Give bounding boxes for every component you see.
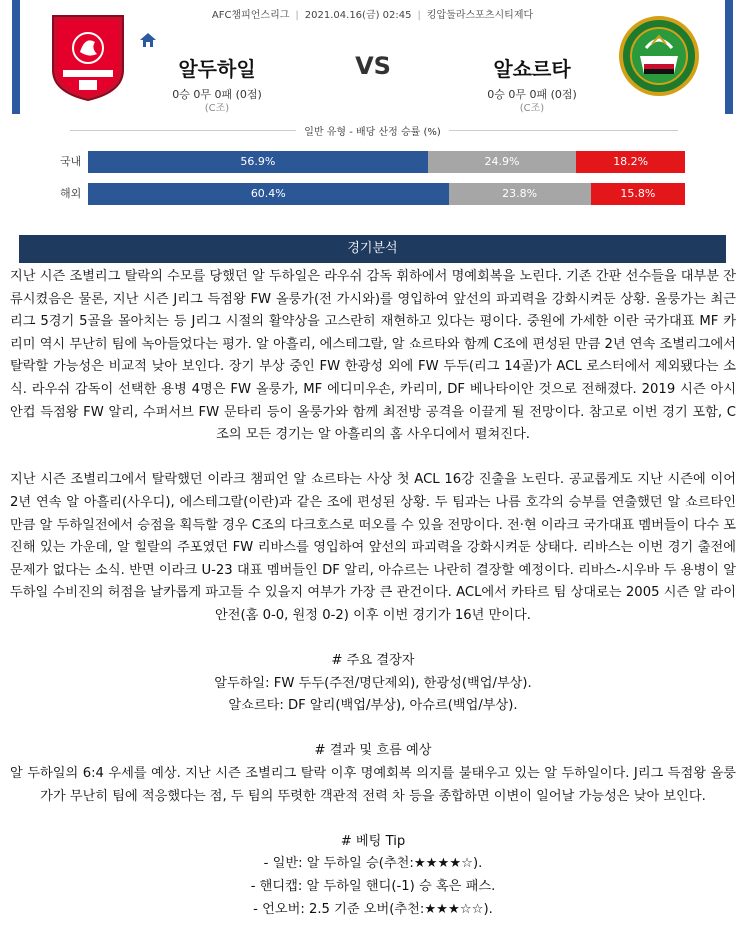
odds-lose-bar: 15.8% [591,183,685,205]
tip-handicap: - 핸디캡: 알 두하일 핸디(-1) 승 혹은 패스. [250,879,496,895]
tip-normal: - 일반: 알 두하일 승(추천:★★★★☆). [263,856,483,872]
home-team-record: 0승 0무 0패 (0점) [172,88,262,101]
venue-label: 킹압둘라스포츠시티제다 [426,10,534,21]
odds-draw-bar: 24.9% [428,151,577,173]
home-team-name[interactable]: 알두하일 [178,57,256,81]
betting-tip-block [10,831,736,921]
tip-title: # 베팅 Tip [340,833,406,849]
away-team-group: (C조) [519,103,545,114]
match-info-header: AFC챔피언스리그 | 2021.04.16(금) 02:45 | 킹압둘라스포츠시티제다 [211,10,534,21]
away-team-logo [618,12,700,102]
home-team-group: (C조) [204,103,230,114]
away-team-analysis: 지난 시즌 조별리그에서 탈락했던 이라크 챔피언 알 쇼르타는 사상 첫 ACL 16강 진출을 노린다. 공교롭게도 지난 시즌에 이어 2년 연속 알 아흘리(사우디), 에스테그랄(이란)과 같은 조에 편성된 상황. 두 팀과는 나름 호각의 승부를 연출했던 알 쇼르타인 만큼 알 두하일전에서 승점을 획득할 경우 C조의 다크호스로 떠오를 수 있을 전망이다. 전·현 이라크 국가대표 멤버들이 다수 포진해 있는 가운데, 알 힐랄의 주포였던 FW 리바스를 영입하여 앞선의 파괴력을 강화시켜둔 상태다. 리바스는 이번 경기 출전에 문제가 없다는 소식. 반면 이라크 U-23 대표 멤버들인 DF 알리, 아슈르는 나란히 결장할 예정이다. 리바스-시우바 두 용병이 알 두하일 수비진의 허점을 날카롭게 파고들 수 있을지 여부가 가장 큰 관건이다. ACL에서 카타르 팀 상대로는 2005 시즌 알 라이안전(홈 0-0, 원정 0-2) 이후 이번 경기가 16년 만이다. [10,472,736,623]
result-prediction-block [10,740,736,808]
tip-overunder: - 언오버: 2.5 기준 오버(추천:★★★☆☆). [253,901,493,917]
match-datetime: 2021.04.16(금) 02:45 [304,10,412,21]
away-team-record: 0승 0무 0패 (0점) [487,88,577,101]
absent-title: # 주요 결장자 [331,653,415,669]
result-text: 알 두하일의 6:4 우세를 예상. 지난 시즌 조별리그 탈락 이후 명예회복 의지를 불태우고 있는 알 두하일이다. J리그 득점왕 올룽가가 무난히 팀에 적응했다는 점, 두 팀의 뚜렷한 객관적 전력 차 등을 종합하면 이변이 일어날 가능성은 낮아 보인다. [10,766,736,804]
analysis-section-header: 경기분석 [19,235,726,263]
odds-lose-bar: 18.2% [576,151,685,173]
absent-away: 알쇼르타: DF 알리(백업/부상), 아슈르(백업/부상). [228,698,518,714]
home-team-analysis: 지난 시즌 조별리그 탈락의 수모를 당했던 알 두하일은 라우쉬 감독 휘하에서 명예회복을 노린다. 기존 간판 선수들을 대부분 잔류시켰음은 물론, 지난 시즌 J리그 득점왕 FW 올룽가(전 가시와)를 영입하여 앞선의 파괴력을 강화시켜둔 상황. 올룽가는 최근 리그 5경기 5골을 몰아치는 등 J리그 시절의 활약상을 고스란히 재현하고 있다는 평이다. 중원에 가세한 이란 국가대표 MF 카리미 역시 무난히 팀에 녹아들었다는 평가. 알 아흘리, 에스테그랄, 알 쇼르타와 함께 C조에 편성된 만큼 2년 연속 조별리그에서 탈락할 가능성은 비교적 낮아 보인다. 장기 부상 중인 FW 한광성 외에 FW 두두(리그 14골)가 ACL 로스터에서 제외됐다는 소식. 라우쉬 감독이 선택한 용병 4명은 FW 올룽가, MF 에디미우손, 카리미, DF 베나타이안 것으로 전해졌다. 2019 시즌 아시안컵 득점왕 FW 알리, 수퍼서브 FW 문타리 등이 올룽가와 함께 최전방 공격을 이끌게 될 전망이다. 참고로 이번 경기 포함, C조의 모든 경기는 알 아흘리의 홈 사우디에서 펼쳐진다. [10,269,736,443]
odds-row-domestic [60,151,685,173]
odds-win-bar: 60.4% [88,183,449,205]
home-icon [139,32,157,48]
absent-home: 알두하일: FW 두두(주전/명단제외), 한광성(백업/부상). [214,675,532,691]
odds-row-overseas [60,183,685,205]
odds-win-bar: 56.9% [88,151,428,173]
home-team-logo [47,12,129,102]
analysis-body [10,266,736,921]
odds-row-label: 해외 [60,187,82,200]
vs-label: VS [355,52,391,80]
odds-draw-bar: 23.8% [449,183,591,205]
odds-title: 일반 유형 - 배당 산정 승률 (%) [0,123,745,138]
away-team-name[interactable]: 알쇼르타 [493,57,571,81]
result-title: # 결과 및 흐름 예상 [314,743,432,759]
competition-label: AFC챔피언스리그 [211,10,290,21]
absent-players-block [10,650,736,718]
odds-row-label: 국내 [60,155,82,168]
